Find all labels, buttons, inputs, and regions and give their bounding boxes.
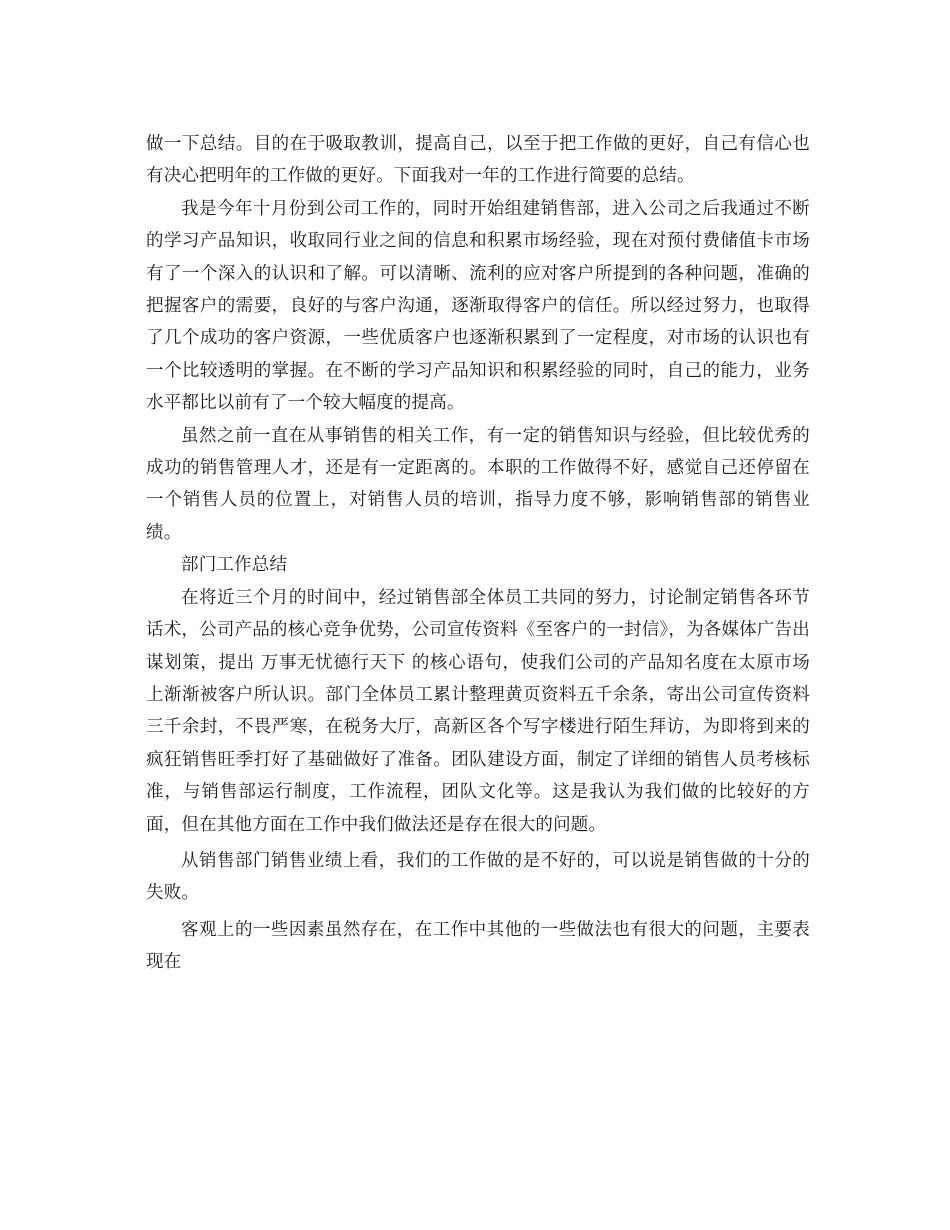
section-heading-department-summary: 部门工作总结 — [181, 555, 288, 576]
paragraph-3: 虽然之前一直在从事销售的相关工作，有一定的销售知识与经验，但比较优秀的成功的销售管理人才，还是有一定距离的。本职的工作做得不好，感觉自己还停留在一个销售人员的位置上，对销售人员的培训，指导力度不够，影响销售部的销售业绩。 — [146, 425, 810, 543]
paragraph-4: 在将近三个月的时间中，经过销售部全体员工共同的努力，讨论制定销售各环节话术，公司产品的核心竞争优势，公司宣传资料《至客户的一封信》，为各媒体广告出谋划策，提出 万事无忧德行天下 的核心语句，使我们公司的产品知名度在太原市场上渐渐被客户所认识。部门全体员工累计整理黄页资料五千余条，寄出公司宣传资料三千余封，不畏严寒，在税务大厅，高新区各个写字楼进行陌生拜访，为即将到来的疯狂销售旺季打好了基础做好了准备。团队建设方面，制定了详细的销售人员考核标准，与销售部运行制度，工作流程，团队文化等。这是我认为我们做的比较好的方面，但在其他方面在工作中我们做法还是存在很大的问题。 — [146, 587, 810, 835]
paragraph-2: 我是今年十月份到公司工作的，同时开始组建销售部，进入公司之后我通过不断的学习产品知识，收取同行业之间的信息和积累市场经验，现在对预付费储值卡市场有了一个深入的认识和了解。可以清晰、流利的应对客户所提到的各种问题，准确的把握客户的需要，良好的与客户沟通，逐渐取得客户的信任。所以经过努力，也取得了几个成功的客户资源，一些优质客户也逐渐积累到了一定程度，对市场的认识也有一个比较透明的掌握。在不断的学习产品知识和积累经验的同时，自己的能力，业务水平都比以前有了一个较大幅度的提高。 — [146, 198, 810, 414]
paragraph-5: 从销售部门销售业绩上看，我们的工作做的是不好的，可以说是销售做的十分的失败。 — [146, 850, 810, 904]
paragraph-1: 做一下总结。目的在于吸取教训，提高自己，以至于把工作做的更好，自己有信心也有决心把明年的工作做的更好。下面我对一年的工作进行简要的总结。 — [146, 134, 810, 187]
paragraph-6: 客观上的一些因素虽然存在，在工作中其他的一些做法也有很大的问题，主要表现在 — [146, 919, 810, 973]
document-body — [146, 128, 810, 979]
